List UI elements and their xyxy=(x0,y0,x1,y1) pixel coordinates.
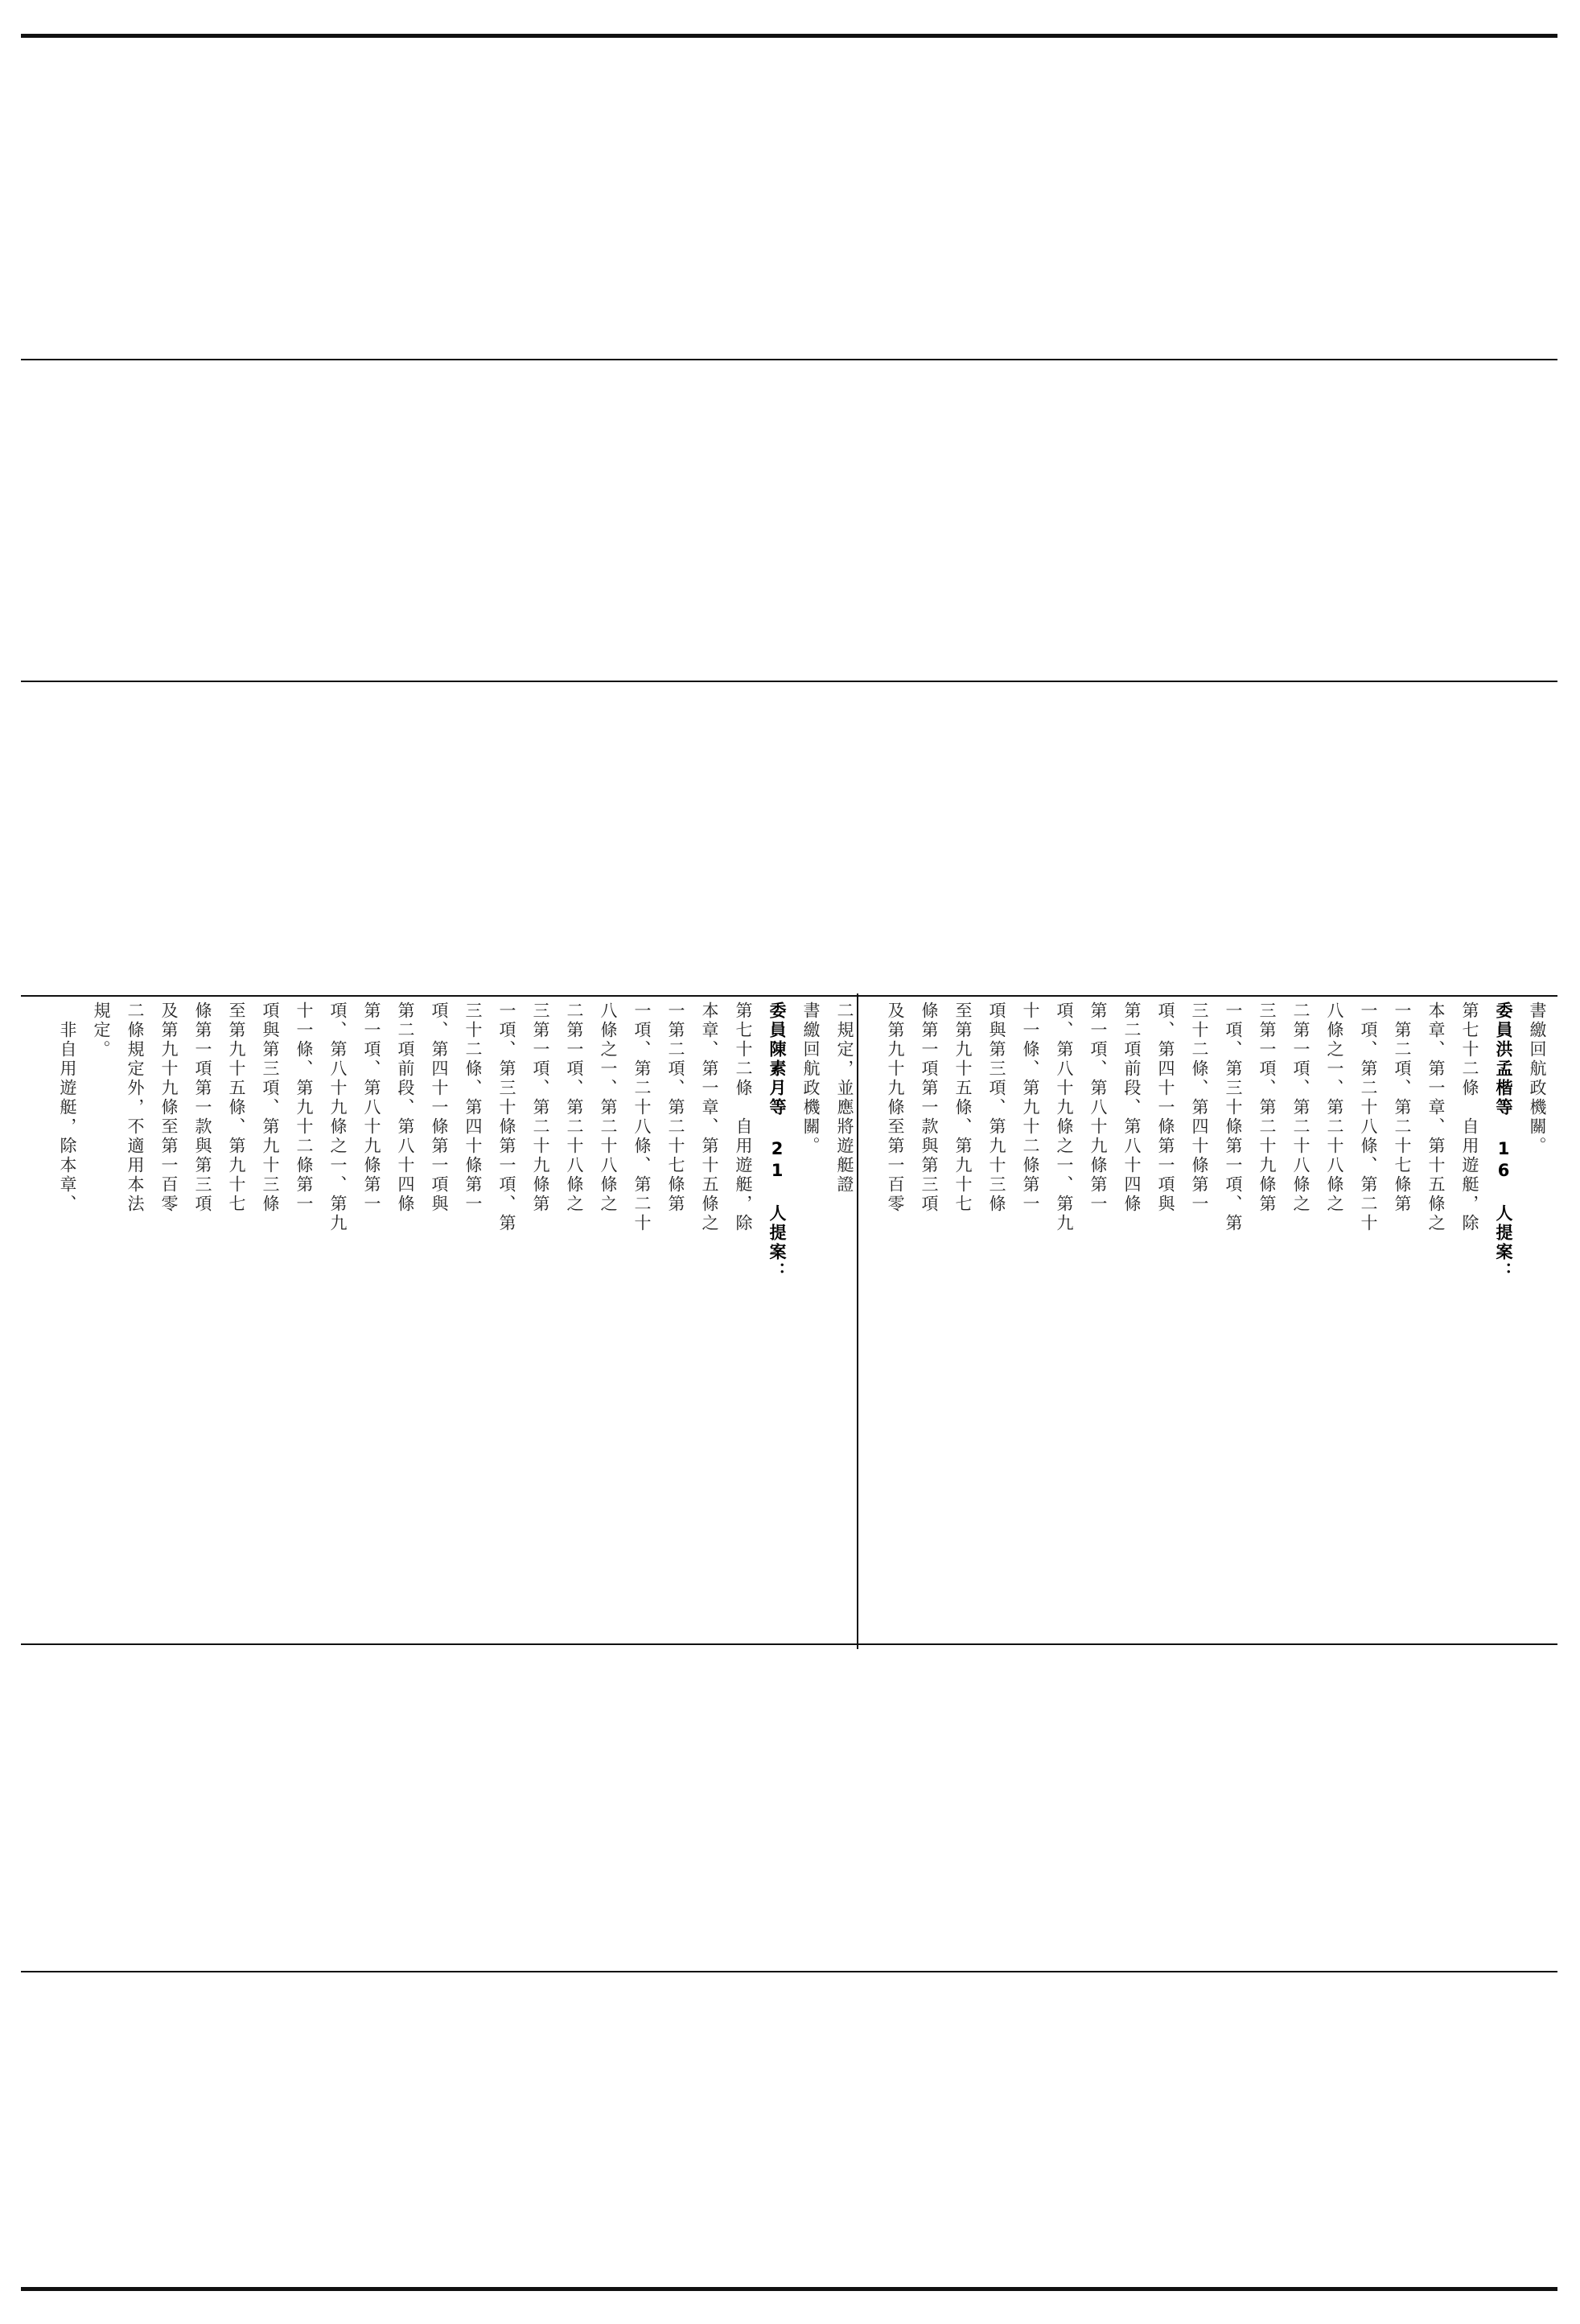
text-line: 項、第四十一條第一項與 xyxy=(1156,1002,1175,1214)
text-line: 一第二項、第二十七條第 xyxy=(666,1002,685,1214)
text-line: 規定。 xyxy=(92,1002,111,1059)
text-line: 條第一項第一款與第三項 xyxy=(920,1002,939,1214)
text-line: 三第一項、第二十九條第 xyxy=(1257,1002,1277,1214)
text-line: 第一項、第八十九條第一 xyxy=(1088,1002,1108,1214)
text-line: 項與第三項、第九十三條 xyxy=(261,1002,280,1214)
text-line: 一項、第二十八條、第二十 xyxy=(1359,1002,1378,1233)
text-line: 第七十二條 自用遊艇，除 xyxy=(734,1002,753,1233)
text-line: 一項、第二十八條、第二十 xyxy=(632,1002,652,1233)
text-line: 十一條、第九十二條第一 xyxy=(1021,1002,1040,1214)
text-line: 一項、第三十條第一項、第 xyxy=(497,1002,516,1233)
text-line: 第一項、第八十九條第一 xyxy=(362,1002,381,1214)
row-divider-1 xyxy=(21,359,1557,360)
text-line: 三第一項、第二十九條第 xyxy=(531,1002,550,1214)
text-line: 本章、第一章、第十五條之 xyxy=(700,1002,719,1233)
text-line: 項、第四十一條第一項與 xyxy=(430,1002,449,1214)
text-line: 本章、第一章、第十五條之 xyxy=(1426,1002,1446,1233)
text-line: 非自用遊艇，除本章、 xyxy=(58,1002,77,1214)
text-line: 八條之一、第二十八條之 xyxy=(599,1002,618,1214)
bottom-rule xyxy=(21,2287,1557,2291)
text-line: 及第九十九條至第一百零 xyxy=(886,1002,905,1214)
text-line: 項與第三項、第九十三條 xyxy=(987,1002,1006,1214)
row-divider-3 xyxy=(21,995,1557,997)
text-line: 書繳回航政機關。 xyxy=(1528,1002,1547,1156)
text-line: 三十二條、第四十條第一 xyxy=(463,1002,483,1214)
text-line: 八條之一、第二十八條之 xyxy=(1325,1002,1344,1214)
proposal-heading: 委員陳素月等 21 人提案： xyxy=(767,1002,787,1281)
text-line: 二規定，並應將遊艇證 xyxy=(835,1002,854,1195)
proposal-heading: 委員洪孟楷等 16 人提案： xyxy=(1494,1002,1513,1281)
text-line: 二第一項、第二十八條之 xyxy=(1291,1002,1310,1214)
row-divider-5 xyxy=(21,1971,1557,1972)
text-line: 書繳回航政機關。 xyxy=(801,1002,821,1156)
text-line: 項、第八十九條之一、第九 xyxy=(1055,1002,1074,1233)
text-line: 項、第八十九條之一、第九 xyxy=(328,1002,348,1233)
row-divider-4 xyxy=(21,1643,1557,1645)
text-line: 一項、第三十條第一項、第 xyxy=(1224,1002,1243,1233)
text-line: 一第二項、第二十七條第 xyxy=(1393,1002,1412,1214)
row-divider-2 xyxy=(21,681,1557,682)
text-line: 第二項前段、第八十四條 xyxy=(396,1002,415,1214)
text-line: 至第九十五條、第九十七 xyxy=(227,1002,246,1214)
left-column-proposal-21 xyxy=(24,1002,853,1637)
text-line: 及第九十九條至第一百零 xyxy=(159,1002,179,1214)
text-line: 第二項前段、第八十四條 xyxy=(1122,1002,1142,1214)
text-line: 第七十二條 自用遊艇，除 xyxy=(1460,1002,1479,1233)
right-column-proposal-16 xyxy=(873,1002,1557,1637)
text-line: 二第一項、第二十八條之 xyxy=(565,1002,584,1214)
text-line: 至第九十五條、第九十七 xyxy=(953,1002,973,1214)
text-line: 十一條、第九十二條第一 xyxy=(294,1002,314,1214)
top-rule xyxy=(21,34,1557,38)
text-line: 條第一項第一款與第三項 xyxy=(193,1002,212,1214)
text-line: 三十二條、第四十條第一 xyxy=(1190,1002,1209,1214)
text-line: 二條規定外，不適用本法 xyxy=(125,1002,145,1214)
